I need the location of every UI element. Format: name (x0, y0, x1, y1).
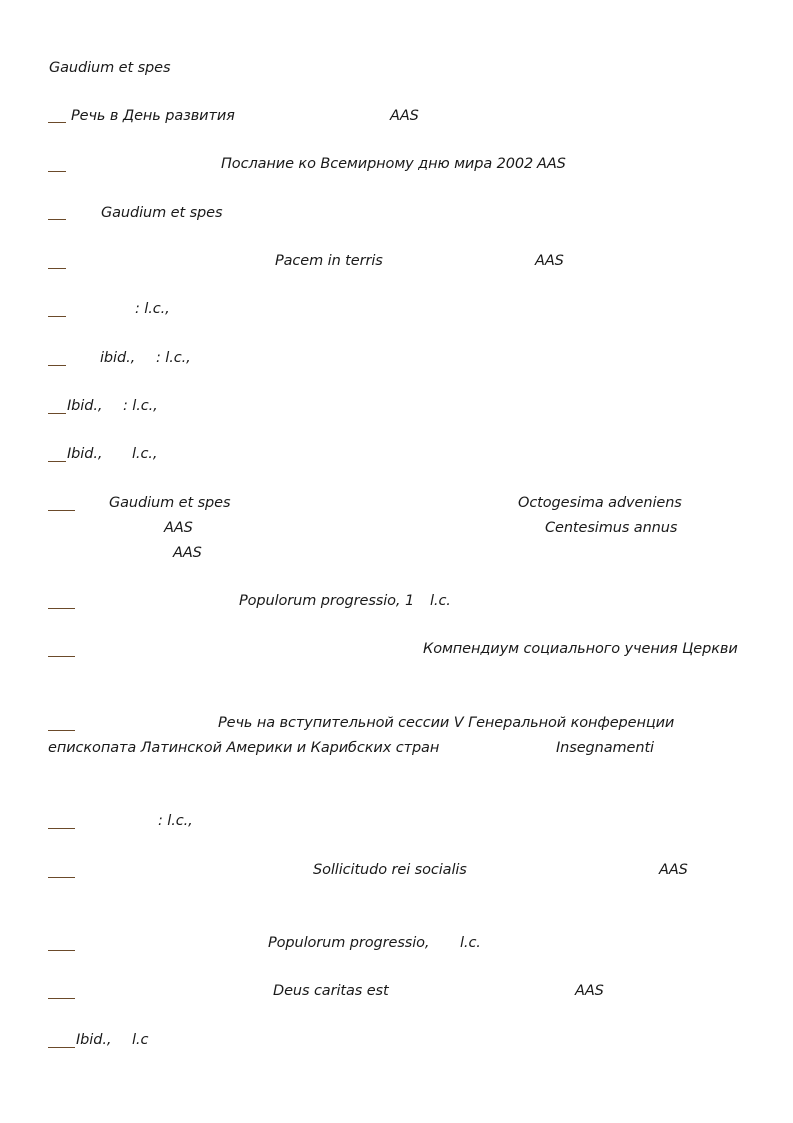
footnote-marker-rule (48, 608, 75, 609)
footnote-15-title: Populorum progressio, (268, 935, 430, 951)
footnote-12-title: Речь на вступительной сессии V Генеральной конференции (218, 715, 675, 731)
footnote-12-source: Insegnamenti (556, 740, 654, 756)
footnote-14-title: Sollicitudo rei socialis (313, 862, 467, 878)
footnote-4-title: Pacem in terris (275, 253, 383, 269)
footnote-16-source: AAS (575, 983, 604, 999)
footnote-marker-rule (48, 365, 66, 366)
footnote-marker-rule (48, 950, 75, 951)
footnote-marker-rule (48, 413, 66, 414)
footnote-17-ibid: Ibid., (76, 1032, 112, 1048)
footnote-marker-rule (48, 730, 75, 731)
footnote-6-ibid: ibid., (100, 350, 136, 366)
footnote-8-ibid: Ibid., (67, 446, 103, 462)
footnote-marker-rule (48, 461, 66, 462)
footnote-9-title: Gaudium et spes (109, 495, 231, 511)
footnote-1-title: Речь в День развития (71, 108, 235, 124)
footnote-9-source: AAS (164, 520, 193, 536)
footnote-16-title: Deus caritas est (273, 983, 389, 999)
footnote-17-ref: l.c (132, 1032, 149, 1048)
footnote-13-ref: : l.c., (158, 813, 193, 829)
footnote-2-title: Послание ко Всемирному дню мира 2002 (221, 156, 534, 172)
footnote-7-ref: : l.c., (123, 398, 158, 414)
footnote-marker-rule (48, 656, 75, 657)
footnote-marker-rule (48, 998, 75, 999)
footnote-8-ref: l.c., (132, 446, 158, 462)
footnote-3-title: Gaudium et spes (101, 205, 223, 221)
footnote-11-title: Компендиум социального учения Церкви (423, 641, 738, 657)
footnote-marker-rule (48, 1047, 75, 1048)
footnote-4-source: AAS (535, 253, 564, 269)
footnote-5-ref: : l.c., (135, 301, 170, 317)
footnote-7-ibid: Ibid., (67, 398, 103, 414)
header-title: Gaudium et spes (49, 60, 171, 76)
footnote-marker-rule (48, 828, 75, 829)
footnote-marker-rule (48, 268, 66, 269)
footnote-marker-rule (48, 122, 66, 123)
footnote-15-ref: l.c. (460, 935, 481, 951)
footnote-2-source: AAS (537, 156, 566, 172)
footnote-10-title: Populorum progressio, 1 (239, 593, 415, 609)
footnote-12-title-cont: епископата Латинской Америки и Карибских стран (48, 740, 440, 756)
footnote-6-ref: : l.c., (156, 350, 191, 366)
footnote-14-source: AAS (659, 862, 688, 878)
footnote-marker-rule (48, 510, 75, 511)
footnote-1-source: AAS (390, 108, 419, 124)
footnote-marker-rule (48, 316, 66, 317)
footnote-marker-rule (48, 171, 66, 172)
footnote-10-ref: l.c. (430, 593, 451, 609)
footnote-9-title-2: Octogesima adveniens (518, 495, 682, 511)
footnote-marker-rule (48, 877, 75, 878)
footnote-marker-rule (48, 219, 66, 220)
footnote-9-title-3: Centesimus annus (545, 520, 678, 536)
footnote-9-source-2: AAS (173, 545, 202, 561)
